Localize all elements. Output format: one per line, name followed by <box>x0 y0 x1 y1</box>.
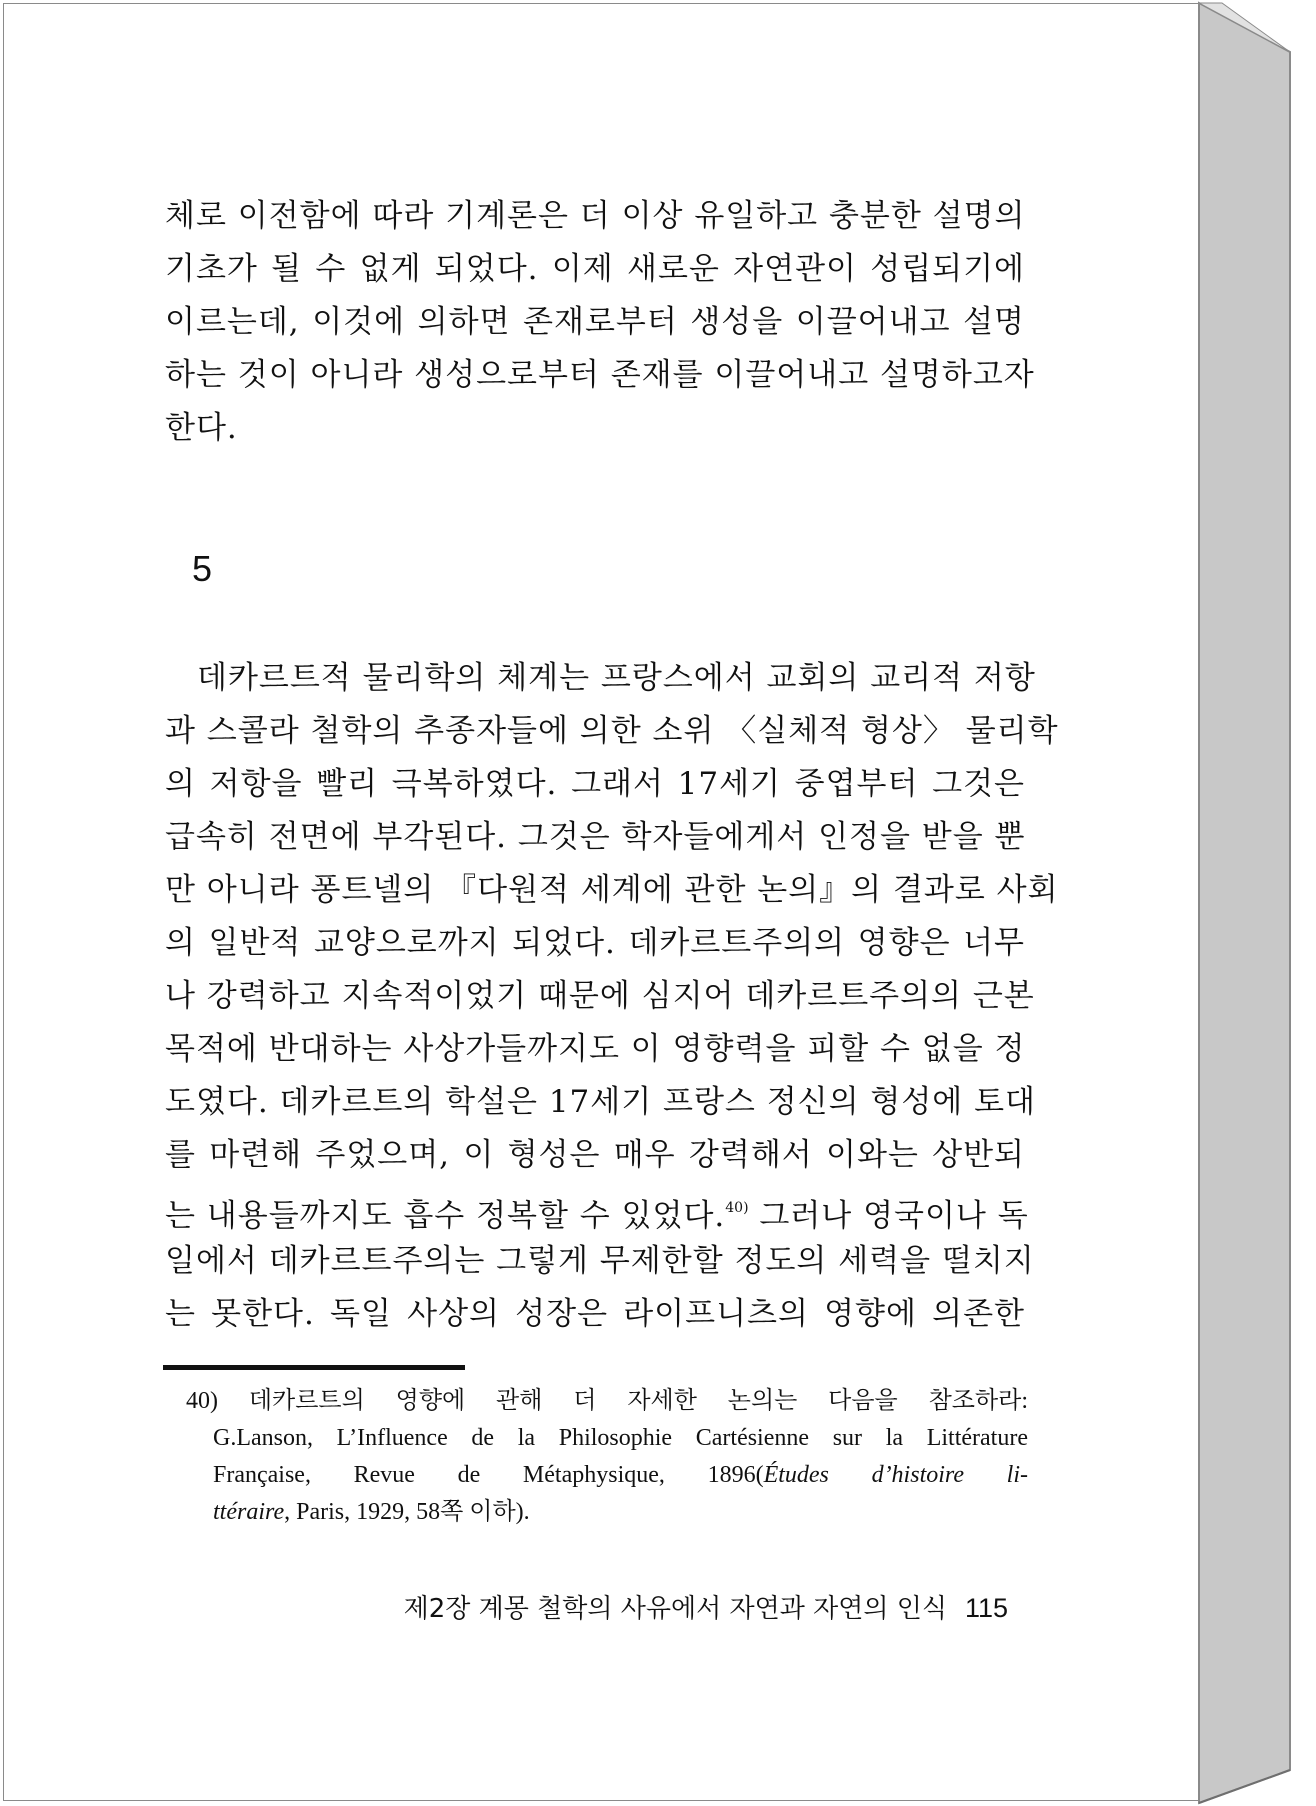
body-paragraph-1 <box>165 190 1035 455</box>
text-line: 하는 것이 아니라 생성으로부터 존재를 이끌어내고 설명하고자 <box>165 357 1035 393</box>
text-line: 의 저항을 빨리 극복하였다. 그래서 17세기 중엽부터 그것은 <box>165 766 1025 802</box>
text-line: 일에서 데카르트주의는 그렇게 무제한할 정도의 세력을 떨치지 <box>165 1243 1035 1279</box>
italic-title: ttéraire <box>213 1499 285 1525</box>
text-line: 의 일반적 교양으로까지 되었다. 데카르트주의의 영향은 너무 <box>165 925 1025 961</box>
italic-title: Études d’histoire li- <box>763 1462 1029 1488</box>
footnote-line: G.Lanson, L’Influence de la Philosophie Cartésienne sur la Littérature <box>213 1425 1028 1451</box>
text-segment: Française, Revue de Métaphysique, 1896( <box>213 1462 764 1488</box>
text-line: 급속히 전면에 부각된다. 그것은 학자들에게서 인정을 받을 뿐 <box>165 819 1026 855</box>
text-segment: , Paris, 1929, 58쪽 이하). <box>284 1499 530 1525</box>
text-line: 는 못한다. 독일 사상의 성장은 라이프니츠의 영향에 의존한 <box>165 1296 1025 1332</box>
body-paragraph-2 <box>165 652 1059 1341</box>
footnote-line <box>186 1457 1028 1494</box>
page-number: 115 <box>964 1593 1008 1623</box>
footnote-line: 40) 데카르트의 영향에 관해 더 자세한 논의는 다음을 참조하라: <box>186 1388 1028 1414</box>
text-segment: 는 내용들까지도 흡수 정복할 수 있었다. <box>165 1198 726 1234</box>
text-segment: 그러나 영국이나 독 <box>748 1198 1029 1234</box>
text-line: 이르는데, 이것에 의하면 존재로부터 생성을 이끌어내고 설명 <box>165 304 1025 340</box>
text-line: 과 스콜라 철학의 추종자들에 의한 소위 〈실체적 형상〉 물리학 <box>165 713 1059 749</box>
footnote-reference: 40) <box>725 1200 749 1216</box>
footnote-40 <box>186 1383 1028 1531</box>
text-line: 만 아니라 퐁트넬의 『다원적 세계에 관한 논의』의 결과로 사회 <box>165 872 1059 908</box>
running-footer <box>358 1588 1008 1625</box>
text-line: 도였다. 데카르트의 학설은 17세기 프랑스 정신의 형성에 토대 <box>165 1084 1036 1120</box>
text-line: 한다. <box>165 410 238 446</box>
text-line: 를 마련해 주었으며, 이 형성은 매우 강력해서 이와는 상반되 <box>165 1137 1025 1173</box>
section-number: 5 <box>192 548 213 589</box>
text-line: 나 강력하고 지속적이었기 때문에 심지어 데카르트주의의 근본 <box>165 978 1035 1014</box>
text-line: 데카르트적 물리학의 체계는 프랑스에서 교회의 교리적 저항 <box>165 660 1036 696</box>
footnote-separator <box>163 1365 465 1370</box>
chapter-title: 제2장 계몽 철학의 사유에서 자연과 자연의 인식 <box>403 1594 947 1624</box>
text-line: 목적에 반대하는 사상가들까지도 이 영향력을 피할 수 없을 정 <box>165 1031 1026 1067</box>
text-line: 기초가 될 수 없게 되었다. 이제 새로운 자연관이 성립되기에 <box>165 251 1025 287</box>
text-line: 체로 이전함에 따라 기계론은 더 이상 유일하고 충분한 설명의 <box>165 198 1026 234</box>
text-line-with-footnote-ref <box>165 1182 1029 1235</box>
footnote-line <box>186 1494 1028 1531</box>
